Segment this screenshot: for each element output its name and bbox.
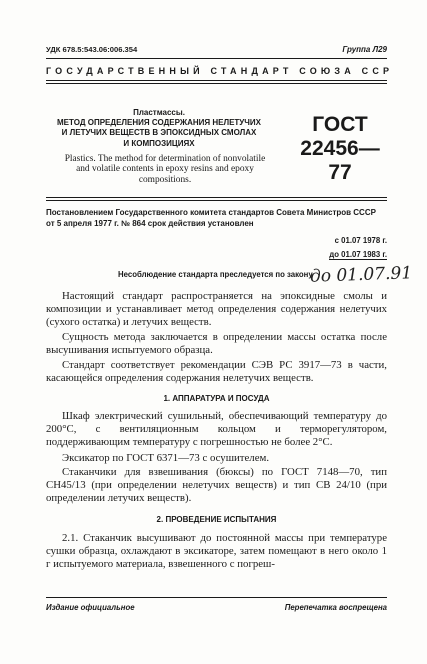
reprint-prohibited-label: Перепечатка воспрещена	[284, 603, 387, 612]
top-rule	[46, 58, 387, 59]
decree-rule-upper	[46, 197, 387, 198]
title-line-3: И КОМПОЗИЦИЯХ	[123, 138, 195, 148]
paragraph-oven: Шкаф электрический сушильный, обеспечивающий температуру до 200°С, с вентиляционным кольцом и терморегулятором, поддерживающим температуру с погрешностью не более 2°С.	[46, 410, 387, 449]
english-line-3: compositions.	[138, 174, 192, 185]
decree-line-1: Постановлением Государственного комитета стандартов Совета Министров СССР	[46, 208, 376, 217]
paragraph-procedure: 2.1. Стаканчик высушивают до постоянной массы при температуре сушки образца, охлаждают в эксикаторе, затем помещают в него около 1 г испытуемого материала, взвешенного с погреш-	[46, 532, 387, 571]
decree-text	[46, 207, 387, 229]
paragraph-compliance: Стандарт соответствует рекомендации СЭВ РС 3917—73 в части, касающейся определения содержания нелетучих веществ.	[46, 359, 387, 385]
title-line-2: И ЛЕТУЧИХ ВЕЩЕСТВ В ЭПОКСИДНЫХ СМОЛАХ	[61, 128, 257, 138]
gost-designation	[290, 113, 390, 185]
group-code: Группа Л29	[342, 45, 387, 54]
paragraph-scope: Настоящий стандарт распространяется на эпоксидные смолы и композиции и устанавливает метод определения содержания нелетучих (сухого остатка) и летучих веществ.	[46, 290, 387, 329]
russian-title	[50, 108, 268, 149]
official-edition-label: Издание официальное	[46, 603, 135, 612]
paragraph-desiccator: Эксикатор по ГОСТ 6371—73 с осушителем.	[62, 452, 270, 464]
section-heading-procedure: 2. ПРОВЕДЕНИЕ ИСПЫТАНИЯ	[156, 515, 277, 524]
penalty-notice: Несоблюдение стандарта преследуется по закону	[118, 270, 313, 279]
udk-code: УДК 678.5:543.06:006.354	[46, 45, 138, 54]
date-to-text: до 01.07 1983 г.	[329, 250, 387, 259]
english-line-1: Plastics. The method for determination of nonvolatile	[64, 154, 266, 164]
decree-line-2: от 5 апреля 1977 г. № 864 срок действия установлен	[46, 219, 254, 228]
section-heading-apparatus: 1. АППАРАТУРА И ПОСУДА	[163, 394, 270, 403]
decree-rule-lower	[46, 200, 387, 201]
handwritten-extension: до 01.07.91	[309, 263, 413, 287]
gost-number: 22456—77	[300, 137, 380, 184]
paragraph-weighing-bottles: Стаканчики для взвешивания (бюксы) по ГОСТ 7148—70, тип СН45/13 (при определении нелетучих веществ) и тип СВ 24/10 (при определении летучих веществ).	[46, 466, 387, 505]
title-category: Пластмассы.	[133, 108, 185, 117]
standard-title: ГОСУДАРСТВЕННЫЙ СТАНДАРТ СОЮЗА ССР	[46, 66, 394, 76]
english-title	[50, 154, 280, 185]
title-line-1: МЕТОД ОПРЕДЕЛЕНИЯ СОДЕРЖАНИЯ НЕЛЕТУЧИХ	[57, 118, 261, 128]
english-line-2: and volatile contents in epoxy resins and epoxy	[76, 164, 254, 175]
title-rule-upper	[46, 80, 387, 81]
paragraph-essence: Сущность метода заключается в определении массы остатка после высушивания испытуемого образца.	[46, 331, 387, 357]
title-rule-lower	[46, 83, 387, 84]
effective-date-from: с 01.07 1978 г.	[334, 236, 387, 245]
effective-date-to	[329, 250, 387, 259]
gost-label: ГОСТ	[312, 113, 368, 136]
footer-rule	[46, 597, 387, 598]
